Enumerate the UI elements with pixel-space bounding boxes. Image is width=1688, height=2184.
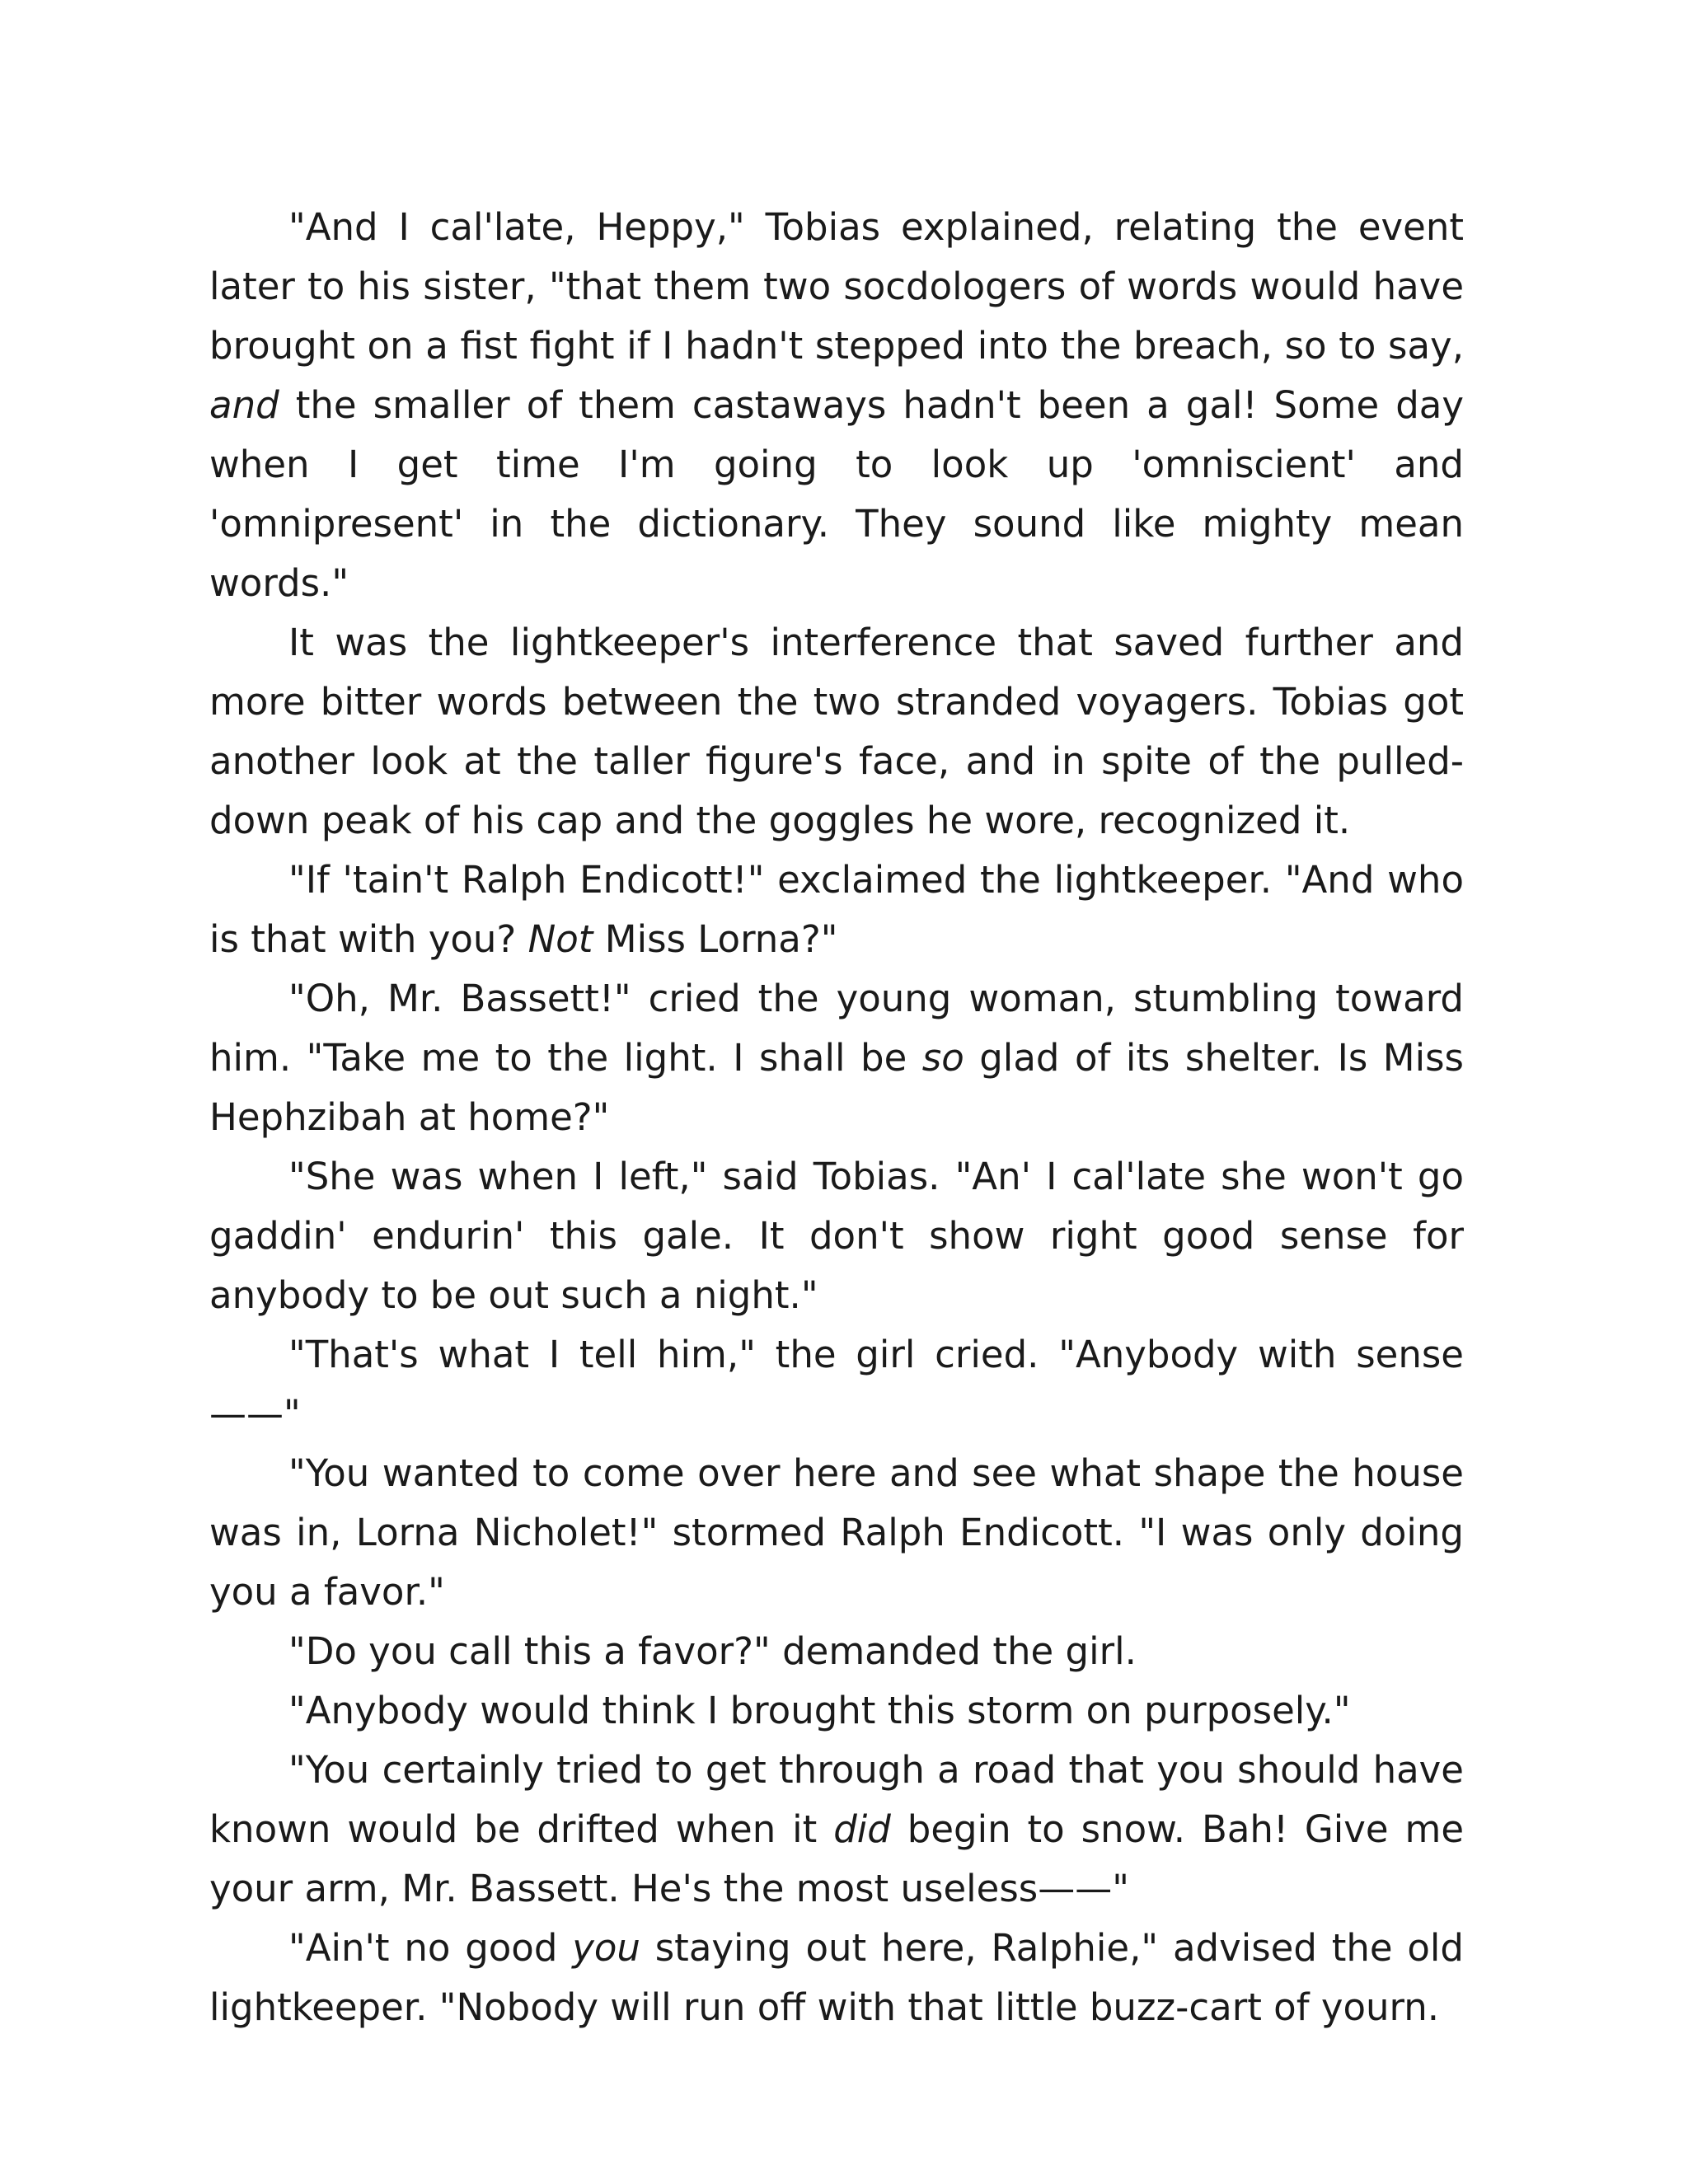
italic-run: Not bbox=[528, 917, 593, 961]
paragraph bbox=[209, 969, 1464, 1147]
text-run: "Ain't no good bbox=[288, 1926, 573, 1970]
paragraph bbox=[209, 1444, 1464, 1622]
text-run: "Anybody would think I brought this storm on purposely." bbox=[288, 1689, 1351, 1732]
italic-run: and bbox=[209, 383, 279, 427]
book-page bbox=[209, 198, 1464, 2037]
text-run: Miss Lorna?" bbox=[593, 917, 838, 961]
text-run: "That's what I tell him," the girl cried. "Anybody with sense——" bbox=[209, 1333, 1464, 1436]
paragraph bbox=[209, 1147, 1464, 1325]
text-run: "She was when I left," said Tobias. "An' I cal'late she won't go gaddin' endurin' this gale. It don't show right good sense for anybody to be out such a night." bbox=[209, 1155, 1464, 1317]
paragraph bbox=[209, 198, 1464, 613]
italic-run: you bbox=[572, 1926, 640, 1970]
text-run: the smaller of them castaways hadn't been a gal! Some day when I get time I'm going to look up 'omniscient' and 'omnipresent' in the dictionary. They sound like mighty mean words." bbox=[209, 383, 1464, 605]
paragraph bbox=[209, 1325, 1464, 1444]
text-run: "Oh, Mr. Bassett!" cried the young woman, stumbling toward him. "Take me to the light. I shall be bbox=[209, 977, 1464, 1080]
italic-run: so bbox=[921, 1036, 964, 1080]
paragraph bbox=[209, 613, 1464, 851]
paragraph bbox=[209, 1681, 1464, 1741]
text-run: "If 'tain't Ralph Endicott!" exclaimed the lightkeeper. "And who is that with you? bbox=[209, 858, 1464, 961]
paragraph bbox=[209, 1741, 1464, 1919]
paragraph bbox=[209, 1919, 1464, 2037]
text-run: "You certainly tried to get through a road that you should have known would be drifted when it bbox=[209, 1748, 1464, 1851]
text-run: begin to snow. Bah! Give me your arm, Mr. Bassett. He's the most useless——" bbox=[209, 1807, 1464, 1910]
text-run: "You wanted to come over here and see what shape the house was in, Lorna Nicholet!" stormed Ralph Endicott. "I was only doing you a favor." bbox=[209, 1451, 1464, 1614]
text-run: "Do you call this a favor?" demanded the girl. bbox=[288, 1629, 1137, 1673]
paragraph bbox=[209, 851, 1464, 969]
italic-run: did bbox=[833, 1807, 891, 1851]
text-run: glad of its shelter. Is Miss Hephzibah at home?" bbox=[209, 1036, 1465, 1139]
text-run: It was the lightkeeper's interference that saved further and more bitter words between the two stranded voyagers. Tobias got another look at the taller figure's face, and in spite of the pulled-down peak of his cap and the goggles he wore, recognized it. bbox=[209, 621, 1464, 842]
text-run: "And I cal'late, Heppy," Tobias explained, relating the event later to his sister, "that them two socdologers of words would have brought on a fist fight if I hadn't stepped into the breach, so to say, bbox=[209, 205, 1464, 368]
paragraph bbox=[209, 1622, 1464, 1681]
text-run: staying out here, Ralphie," advised the old lightkeeper. "Nobody will run off with that little buzz-cart of yourn. bbox=[209, 1926, 1464, 2029]
